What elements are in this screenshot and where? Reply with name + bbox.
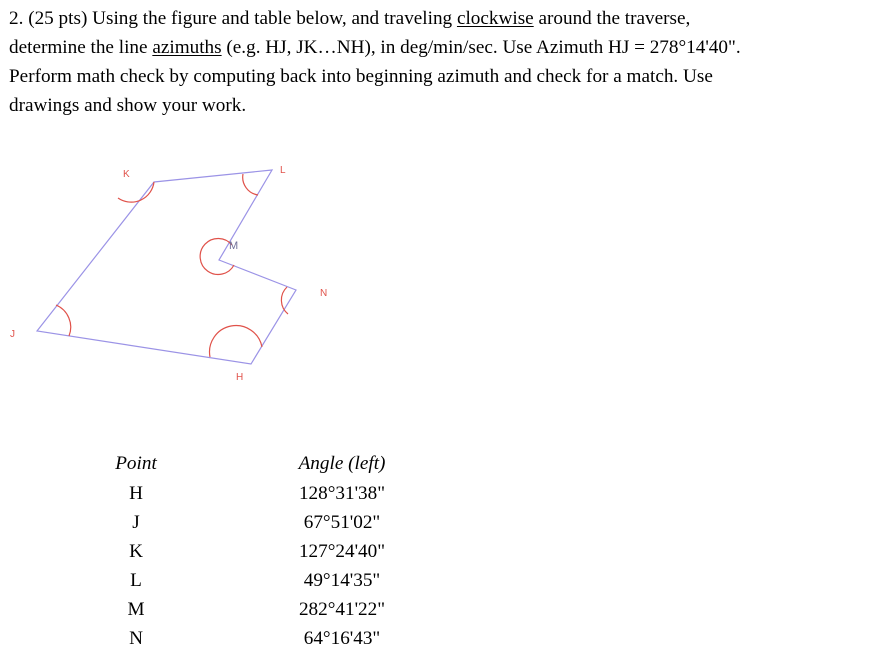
vertex-label-j: J — [10, 329, 15, 340]
table-row — [80, 595, 492, 624]
point-cell: M — [127, 598, 145, 620]
angle-cell: 67°51'02" — [303, 511, 381, 533]
angle-arc-l — [243, 174, 258, 195]
problem-text-5: Perform math check by computing back into beginning azimuth and check for a match. Use — [9, 66, 713, 87]
vertex-label-l: L — [280, 165, 286, 176]
angle-arc-h — [210, 326, 262, 357]
table-row — [80, 566, 492, 595]
header-point: Point — [115, 453, 157, 474]
header-angle: Angle (left) — [298, 453, 386, 474]
vertex-label-n: N — [320, 288, 328, 299]
point-cell: H — [129, 482, 143, 504]
angle-cell: 128°31'38" — [298, 482, 386, 504]
problem-text-3: determine the line — [9, 37, 153, 58]
angle-cell: 127°24'40" — [298, 540, 386, 562]
clockwise-underlined: clockwise — [456, 8, 534, 29]
azimuths-underlined: azimuths — [152, 37, 222, 58]
problem-text-4: (e.g. HJ, JK…NH), in deg/min/sec. Use Azimuth HJ = 278°14'40". — [221, 37, 741, 58]
vertex-label-h: H — [236, 372, 244, 383]
table-row — [80, 479, 492, 508]
traverse-polygon — [37, 170, 296, 364]
angle-cell: 64°16'43" — [303, 627, 381, 649]
angle-table — [80, 449, 492, 653]
angle-arc-n — [281, 287, 288, 314]
traverse-figure — [0, 150, 400, 390]
vertex-label-k: K — [123, 169, 130, 180]
table-row — [80, 508, 492, 537]
angle-arc-k — [118, 182, 154, 202]
point-cell: K — [129, 540, 143, 562]
problem-statement — [9, 4, 869, 120]
point-cell: L — [130, 569, 142, 591]
angle-arc-j — [56, 305, 71, 336]
table-header-row — [80, 449, 492, 479]
angle-cell: 49°14'35" — [303, 569, 381, 591]
vertex-label-m: M — [229, 240, 239, 252]
table-row — [80, 537, 492, 566]
point-cell: J — [132, 511, 140, 533]
table-row — [80, 624, 492, 653]
problem-text-6: drawings and show your work. — [9, 95, 247, 116]
problem-text-2: around the traverse, — [533, 8, 691, 29]
point-cell: N — [129, 627, 143, 649]
angle-cell: 282°41'22" — [298, 598, 386, 620]
problem-text-1: 2. (25 pts) Using the figure and table below, and traveling — [9, 8, 457, 29]
